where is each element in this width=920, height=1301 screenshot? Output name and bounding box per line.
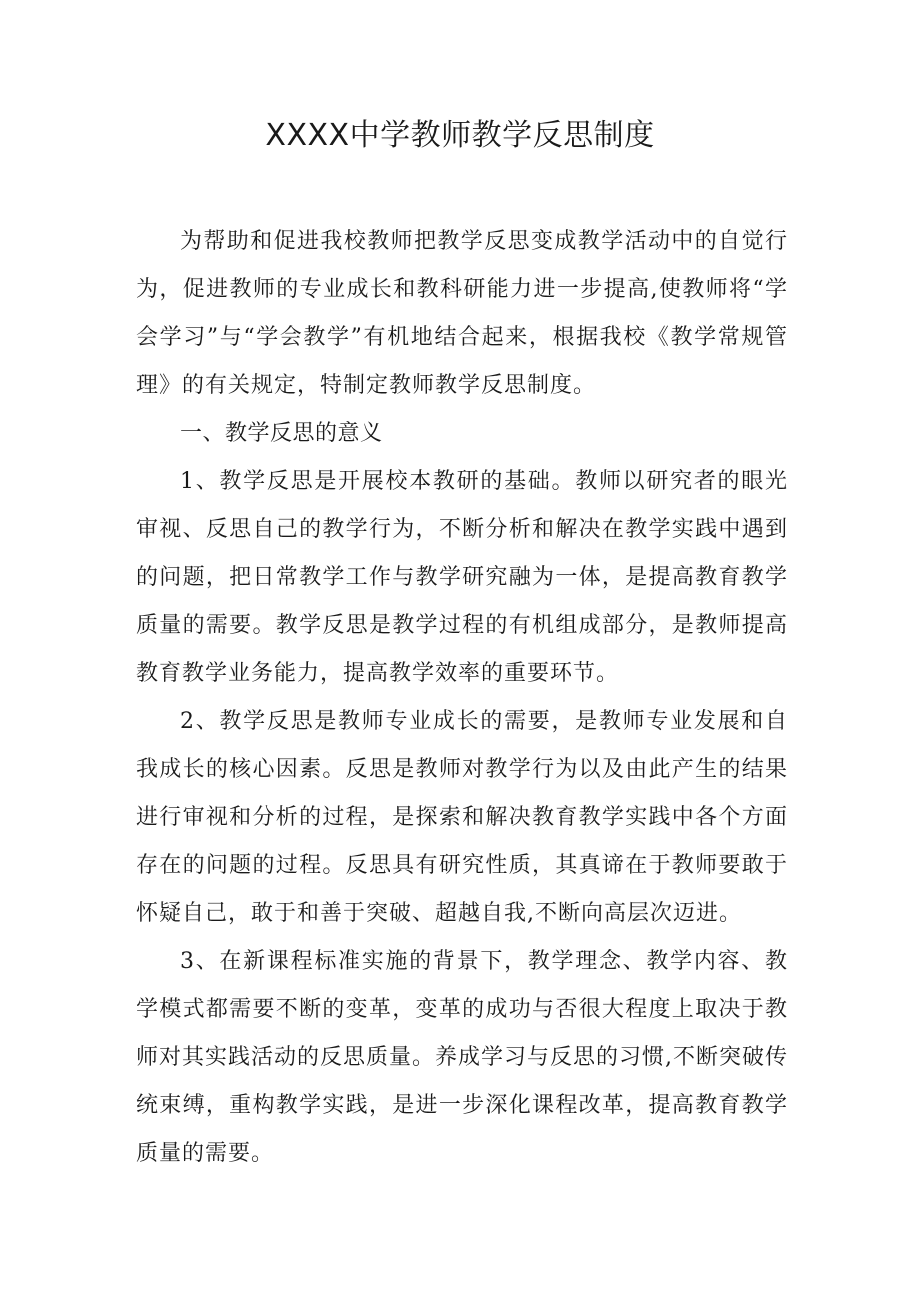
paragraph-2: 2、教学反思是教师专业成长的需要，是教师专业发展和自我成长的核心因素。反思是教师对教学行为以及由此产生的结果进行审视和分析的过程，是探索和解决教育教学实践中各个方面存在的问题的过程。反思具有研究性质，其真谛在于教师要敢于怀疑自己，敢于和善于突破、超越自我,不断向高层次迈进。 [136,709,788,926]
paragraph-3: 3、在新课程标准实施的背景下，教学理念、教学内容、教学模式都需要不断的变革，变革的成功与否很大程度上取决于教师对其实践活动的反思质量。养成学习与反思的习惯,不断突破传统束缚，重构教学实践，是进一步深化课程改革，提高教育教学质量的需要。 [136,949,788,1166]
paragraph-1: 1、教学反思是开展校本教研的基础。教师以研究者的眼光审视、反思自己的教学行为，不断分析和解决在教学实践中遇到的问题，把日常教学工作与教学研究融为一体，是提高教育教学质量的需要。教学反思是教学过程的有机组成部分，是教师提高教育教学业务能力，提高教学效率的重要环节。 [136,469,788,686]
section-heading-1: 一、教学反思的意义 [180,421,383,446]
document-body [136,218,788,1178]
document-title: XXXX中学教师教学反思制度 [265,118,655,153]
intro-paragraph: 为帮助和促进我校教师把教学反思变成教学活动中的自觉行为，促进教师的专业成长和教科研能力进一步提高,使教师将“学会学习”与“学会教学”有机地结合起来，根据我校《教学常规管理》的有关规定，特制定教师教学反思制度。 [136,229,788,398]
